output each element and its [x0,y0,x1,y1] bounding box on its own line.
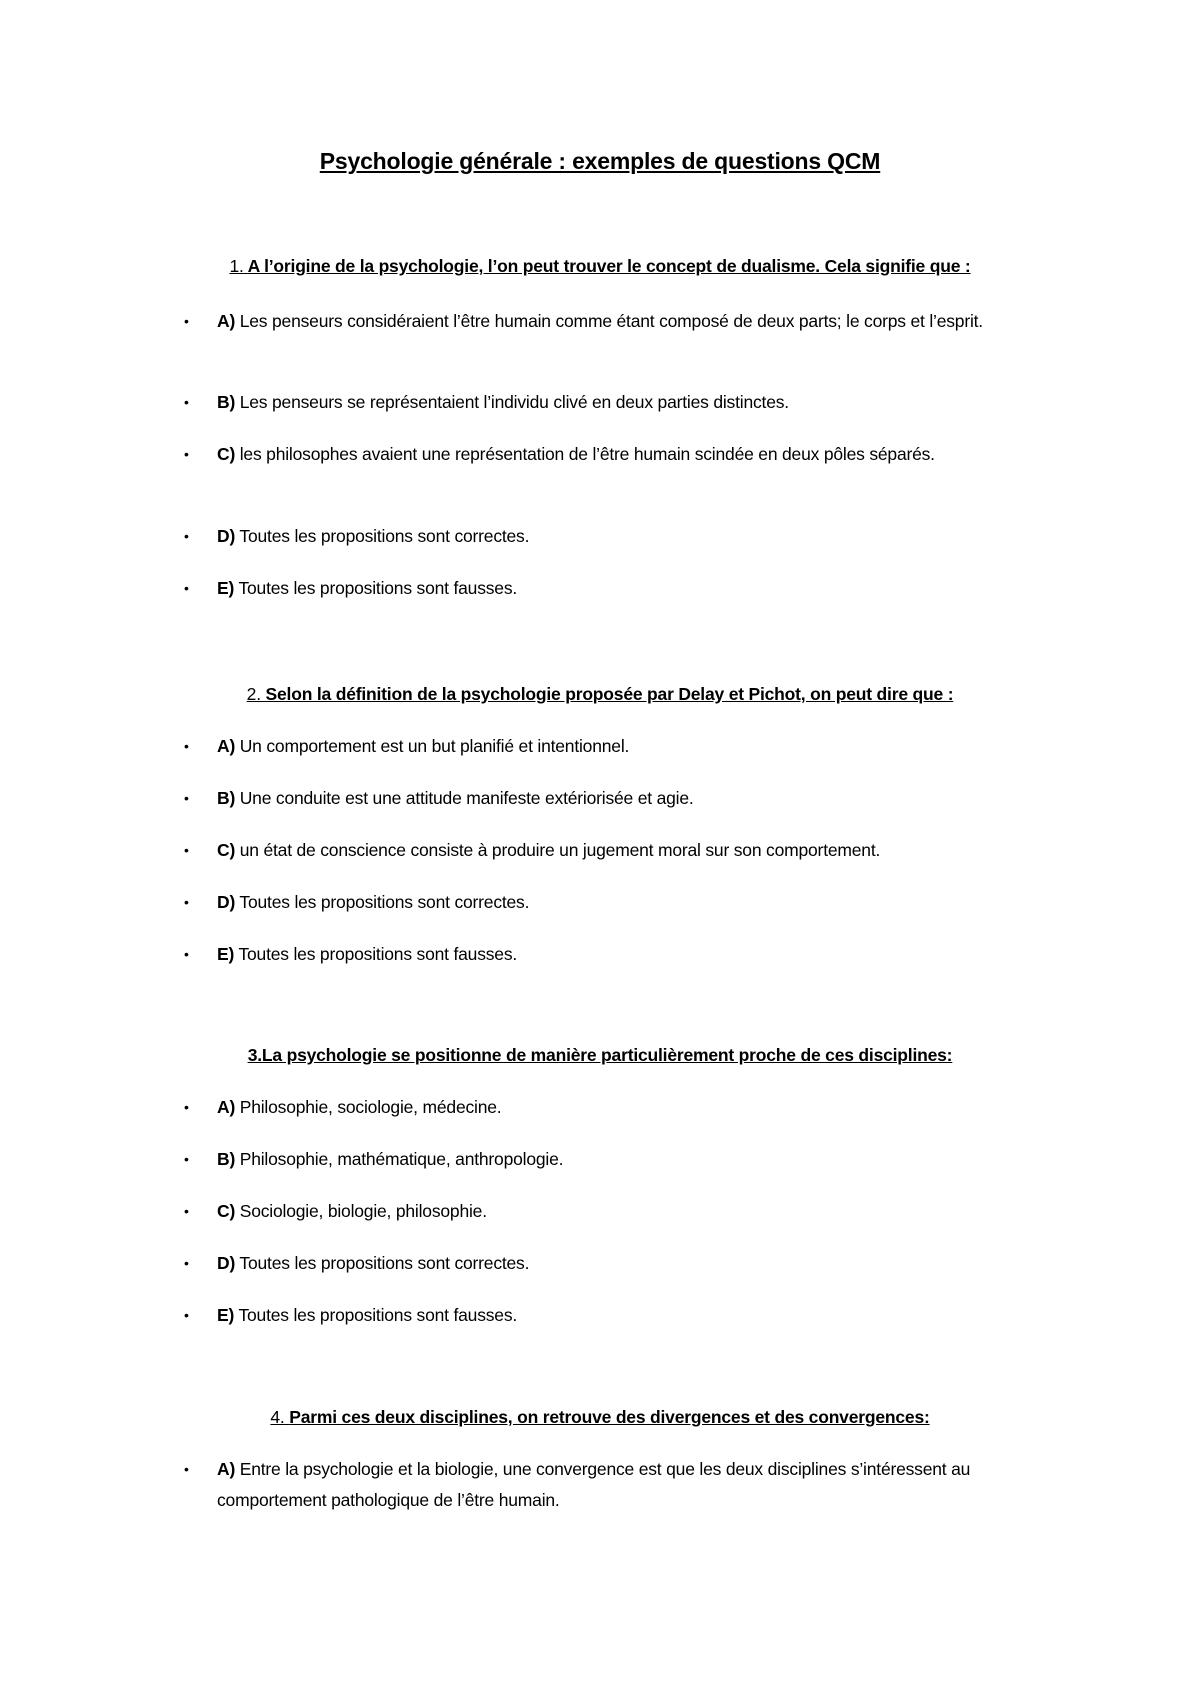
question-3-option-d [184,1248,1077,1279]
bullet: • [184,580,189,596]
question-3-heading [0,1045,1200,1066]
question-2-heading [0,684,1200,705]
option-letter: B) [217,1149,236,1169]
question-1-heading [0,256,1200,277]
bullet: • [184,1099,189,1115]
option-text: Toutes les propositions sont fausses. [234,1305,518,1325]
option-text: Toutes les propositions sont fausses. [234,578,518,598]
question-text: Selon la définition de la psychologie proposée par Delay et Pichot, on peut dire que : [265,684,954,704]
question-2-option-a [184,731,1077,762]
option-text: Toutes les propositions sont correctes. [235,892,530,912]
bullet: • [184,1307,189,1323]
option-letter: D) [217,526,236,546]
question-text: La psychologie se positionne de manière particulièrement proche de ces disciplines: [261,1045,953,1065]
question-3-option-c [184,1196,1077,1227]
question-4-option-a [184,1454,1077,1516]
bullet: • [184,1255,189,1271]
question-3-option-b [184,1144,1077,1175]
question-2-option-b [184,783,1077,814]
option-text: Toutes les propositions sont correctes. [235,526,530,546]
option-letter: A) [217,736,236,756]
question-2-option-d [184,887,1077,918]
option-text: Toutes les propositions sont correctes. [235,1253,530,1273]
bullet: • [184,894,189,910]
question-number: 1. [229,256,244,276]
question-text: Parmi ces deux disciplines, on retrouve des divergences et des convergences: [289,1407,930,1427]
option-text: les philosophes avaient une représentation de l’être humain scindée en deux pôles séparés. [235,444,935,464]
option-text: un état de conscience consiste à produire un jugement moral sur son comportement. [235,840,881,860]
bullet: • [184,528,189,544]
bullet: • [184,738,189,754]
question-text: A l’origine de la psychologie, l’on peut trouver le concept de dualisme. Cela signifie que : [247,256,971,276]
bullet: • [184,842,189,858]
bullet: • [184,394,189,410]
bullet: • [184,446,189,462]
option-letter: E) [217,578,235,598]
option-letter: B) [217,392,236,412]
question-1-option-a [184,306,1077,337]
option-text: Sociologie, biologie, philosophie. [235,1201,487,1221]
bullet: • [184,1151,189,1167]
question-2-option-e [184,939,1077,970]
option-text: Philosophie, mathématique, anthropologie. [235,1149,564,1169]
option-letter: D) [217,1253,236,1273]
question-number: 2. [246,684,261,704]
option-letter: E) [217,1305,235,1325]
bullet: • [184,313,189,329]
bullet: • [184,1461,189,1477]
question-number: 4. [270,1407,285,1427]
option-text: Un comportement est un but planifié et intentionnel. [235,736,630,756]
option-letter: B) [217,788,236,808]
option-letter: C) [217,444,236,464]
question-4-heading [0,1407,1200,1428]
option-text: Les penseurs considéraient l’être humain comme étant composé de deux parts; le corps et l’esprit. [235,311,983,331]
question-3-option-a [184,1092,1077,1123]
option-letter: D) [217,892,236,912]
question-1-option-c [184,439,1077,470]
question-1-option-b [184,387,1077,418]
option-text: Les penseurs se représentaient l’individu clivé en deux parties distinctes. [235,392,789,412]
bullet: • [184,1203,189,1219]
option-text: Philosophie, sociologie, médecine. [235,1097,502,1117]
option-letter: A) [217,311,236,331]
option-letter: C) [217,840,236,860]
option-text: Entre la psychologie et la biologie, une convergence est que les deux disciplines s’intéressent au comportement pathologique de l’être humain. [217,1459,971,1510]
bullet: • [184,790,189,806]
question-1-option-d [184,521,1077,552]
question-2-option-c [184,835,1077,866]
option-text: Toutes les propositions sont fausses. [234,944,518,964]
option-letter: E) [217,944,235,964]
question-number: 3. [247,1045,262,1065]
option-letter: A) [217,1459,236,1479]
option-letter: A) [217,1097,236,1117]
question-3-option-e [184,1300,1077,1331]
bullet: • [184,946,189,962]
question-1-option-e [184,573,1077,604]
option-letter: C) [217,1201,236,1221]
document-title: Psychologie générale : exemples de questions QCM [319,148,881,174]
option-text: Une conduite est une attitude manifeste extériorisée et agie. [235,788,694,808]
